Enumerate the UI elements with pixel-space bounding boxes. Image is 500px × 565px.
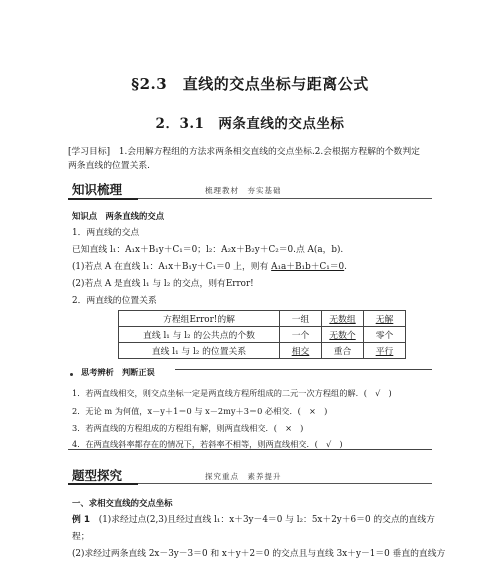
knowledge-item-2: 2．两直线的位置关系 <box>72 296 157 306</box>
judgement-item: 3．若两直线的方程组成的方程组有解，则两直线相交．( × ) <box>72 423 304 433</box>
table-row <box>119 343 406 359</box>
table-cell: 重合 <box>322 343 364 359</box>
table-cell: 无数个 <box>322 327 364 343</box>
example-line-1 <box>72 514 435 526</box>
knowledge-case-1 <box>72 261 347 273</box>
section-rule-thin <box>138 483 432 484</box>
judgement-item: 2．无论 m 为何值，x－y＋1＝0 与 x－2my＋3＝0 必相交．( × ) <box>72 406 328 416</box>
table-cell: 一个 <box>280 327 322 343</box>
section-rule-thick <box>68 483 138 485</box>
judgement-item: 4．在两直线斜率都存在的情况下，若斜率不相等，则两直线相交．( √ ) <box>72 439 343 449</box>
think-bullet-icon <box>70 373 73 376</box>
example-label: 例 1 <box>72 515 90 525</box>
case-1-fill-answer: A₁a＋B₁b＋C₁＝0 <box>271 262 345 272</box>
section-subheading-knowledge: 梳理教材 夯实基础 <box>205 186 282 195</box>
position-relation-table <box>118 310 406 359</box>
table-cell: 相交 <box>280 343 322 359</box>
case-1-period: . <box>344 262 347 272</box>
objectives-line-2: 两条直线的位置关系. <box>68 161 150 171</box>
table-cell: 直线 l₁ 与 l₂ 的公共点的个数 <box>119 327 280 343</box>
section-heading-explore: 题型探究 <box>72 468 123 483</box>
knowledge-case-2: (2)若点 A 是直线 l₁ 与 l₂ 的交点，则有Error! <box>72 279 254 289</box>
table-row <box>119 327 406 343</box>
think-heading: 思考辨析 判断正误 <box>78 367 158 378</box>
think-top-rule <box>175 369 432 370</box>
knowledge-item-1: 1．两直线的交点 <box>72 228 140 238</box>
section-subheading-explore: 探究重点 素养提升 <box>205 472 282 481</box>
table-cell: 无数组 <box>322 311 364 327</box>
judgement-item: 1．若两直线相交，则交点坐标一定是两直线方程所组成的二元一次方程组的解．( √ ) <box>72 388 392 398</box>
section-heading-knowledge: 知识梳理 <box>72 182 123 197</box>
knowledge-point-title: 知识点 两条直线的交点 <box>72 211 165 221</box>
example-line-3: (2)求经过两条直线 2x－3y－3＝0 和 x＋y＋2＝0 的交点且与直线 3x＋y－1＝0 垂直的直线方 <box>72 549 446 559</box>
example-line-2: 程； <box>72 532 90 542</box>
topic-heading: 一、求相交直线的交点坐标 <box>72 498 173 508</box>
section-rule-thick <box>68 198 138 200</box>
knowledge-given-lines: 已知直线 l₁：A₁x＋B₁y＋C₁＝0；l₂：A₂x＋B₂y＋C₂＝0.点 A(a，b). <box>72 245 344 255</box>
think-bottom-rule <box>68 449 432 450</box>
table-cell: 方程组Error!的解 <box>119 311 280 327</box>
table-row <box>119 311 406 327</box>
example-text: (1)求经过点(2,3)且经过直线 l₁：x＋3y－4＝0 与 l₂：5x＋2y＋6＝0 的交点的直线方 <box>89 515 435 525</box>
page-title: §2.3 直线的交点坐标与距离公式 <box>131 75 369 93</box>
objectives-line-1: [学习目标] 1.会用解方程组的方法求两条相交直线的交点坐标.2.会根据方程解的个数判定 <box>68 147 420 157</box>
table-cell: 无解 <box>364 311 406 327</box>
table-cell: 零个 <box>364 327 406 343</box>
case-1-text: (1)若点 A 在直线 l₁：A₁x＋B₁y＋C₁＝0 上，则有 <box>72 262 272 272</box>
table-cell: 平行 <box>364 343 406 359</box>
table-cell: 直线 l₁ 与 l₂ 的位置关系 <box>119 343 280 359</box>
page-subtitle: 2．3.1 两条直线的交点坐标 <box>155 116 345 132</box>
table-cell: 一组 <box>280 311 322 327</box>
section-rule-thin <box>138 198 432 199</box>
